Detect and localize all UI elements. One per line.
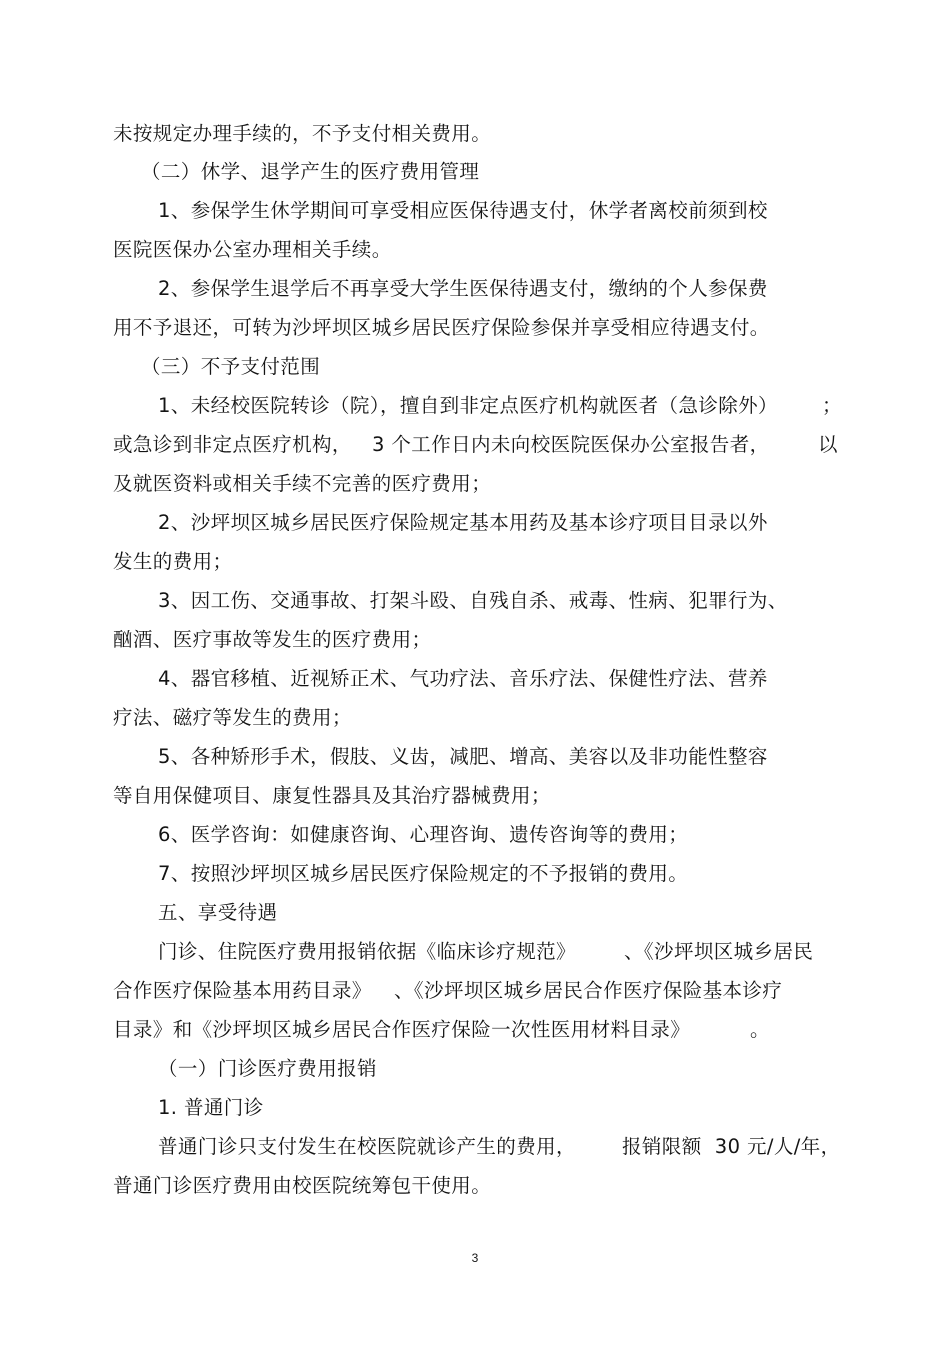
text-line: 用不予退还，可转为沙坪坝区城乡居民医疗保险参保并享受相应待遇支付。 (113, 316, 770, 339)
text-line: 发生的费用； (113, 550, 233, 573)
text-line: ； (822, 394, 842, 417)
text-line: 以 (818, 433, 838, 456)
text-line: 或急诊到非定点医疗机构， (113, 433, 352, 456)
page-number: 3 (471, 1251, 479, 1265)
text-line: 酗酒、医疗事故等发生的医疗费用； (113, 628, 432, 651)
text-line: 等自用保健项目、康复性器具及其治疗器械费用； (113, 784, 551, 807)
text-line: 普通门诊只支付发生在校医院就诊产生的费用， (158, 1135, 576, 1158)
text-line: 门诊、住院医疗费用报销依据《临床诊疗规范》 (158, 940, 576, 963)
text-line: 报销限额 30 元/人/年， (622, 1135, 841, 1158)
text-line: 3、因工伤、交通事故、打架斗殴、自残自杀、戒毒、性病、犯罪行为、 (158, 589, 788, 612)
section-heading: （一）门诊医疗费用报销 (158, 1057, 377, 1080)
text-line: 7、按照沙坪坝区城乡居民医疗保险规定的不予报销的费用。 (158, 862, 689, 885)
text-line: 、《沙坪坝区城乡居民 (624, 940, 814, 963)
subsection-heading: 1. 普通门诊 (158, 1096, 264, 1119)
text-line: 目录》和《沙坪坝区城乡居民合作医疗保险一次性医用材料目录》 (113, 1018, 691, 1041)
text-line: 5、各种矫形手术，假肢、义齿，减肥、增高、美容以及非功能性整容 (158, 745, 768, 768)
section-heading: （二）休学、退学产生的医疗费用管理 (141, 160, 480, 183)
text-line: 、《沙坪坝区城乡居民合作医疗保险基本诊疗 (394, 979, 783, 1002)
text-line: 2、沙坪坝区城乡居民医疗保险规定基本用药及基本诊疗项目目录以外 (158, 511, 768, 534)
text-line: 3 个工作日内未向校医院医保办公室报告者， (372, 433, 770, 456)
text-line: 。 (750, 1018, 770, 1041)
text-line: 及就医资料或相关手续不完善的医疗费用； (113, 472, 492, 495)
section-heading: （三）不予支付范围 (141, 355, 321, 378)
text-line: 2、参保学生退学后不再享受大学生医保待遇支付，缴纳的个人参保费 (158, 277, 768, 300)
section-heading: 五、享受待遇 (158, 901, 278, 924)
text-line: 普通门诊医疗费用由校医院统筹包干使用。 (113, 1174, 492, 1197)
text-line: 6、医学咨询：如健康咨询、心理咨询、遗传咨询等的费用； (158, 823, 689, 846)
text-line: 医院医保办公室办理相关手续。 (113, 238, 392, 261)
text-line: 1、未经校医院转诊（院），擅自到非定点医疗机构就医者（急诊除外） (158, 394, 778, 417)
text-line: 1、参保学生休学期间可享受相应医保待遇支付，休学者离校前须到校 (158, 199, 768, 222)
text-line: 合作医疗保险基本用药目录》 (113, 979, 372, 1002)
text-line: 未按规定办理手续的，不予支付相关费用。 (113, 122, 492, 145)
text-line: 4、器官移植、近视矫正术、气功疗法、音乐疗法、保健性疗法、营养 (158, 667, 768, 690)
text-line: 疗法、磁疗等发生的费用； (113, 706, 352, 729)
